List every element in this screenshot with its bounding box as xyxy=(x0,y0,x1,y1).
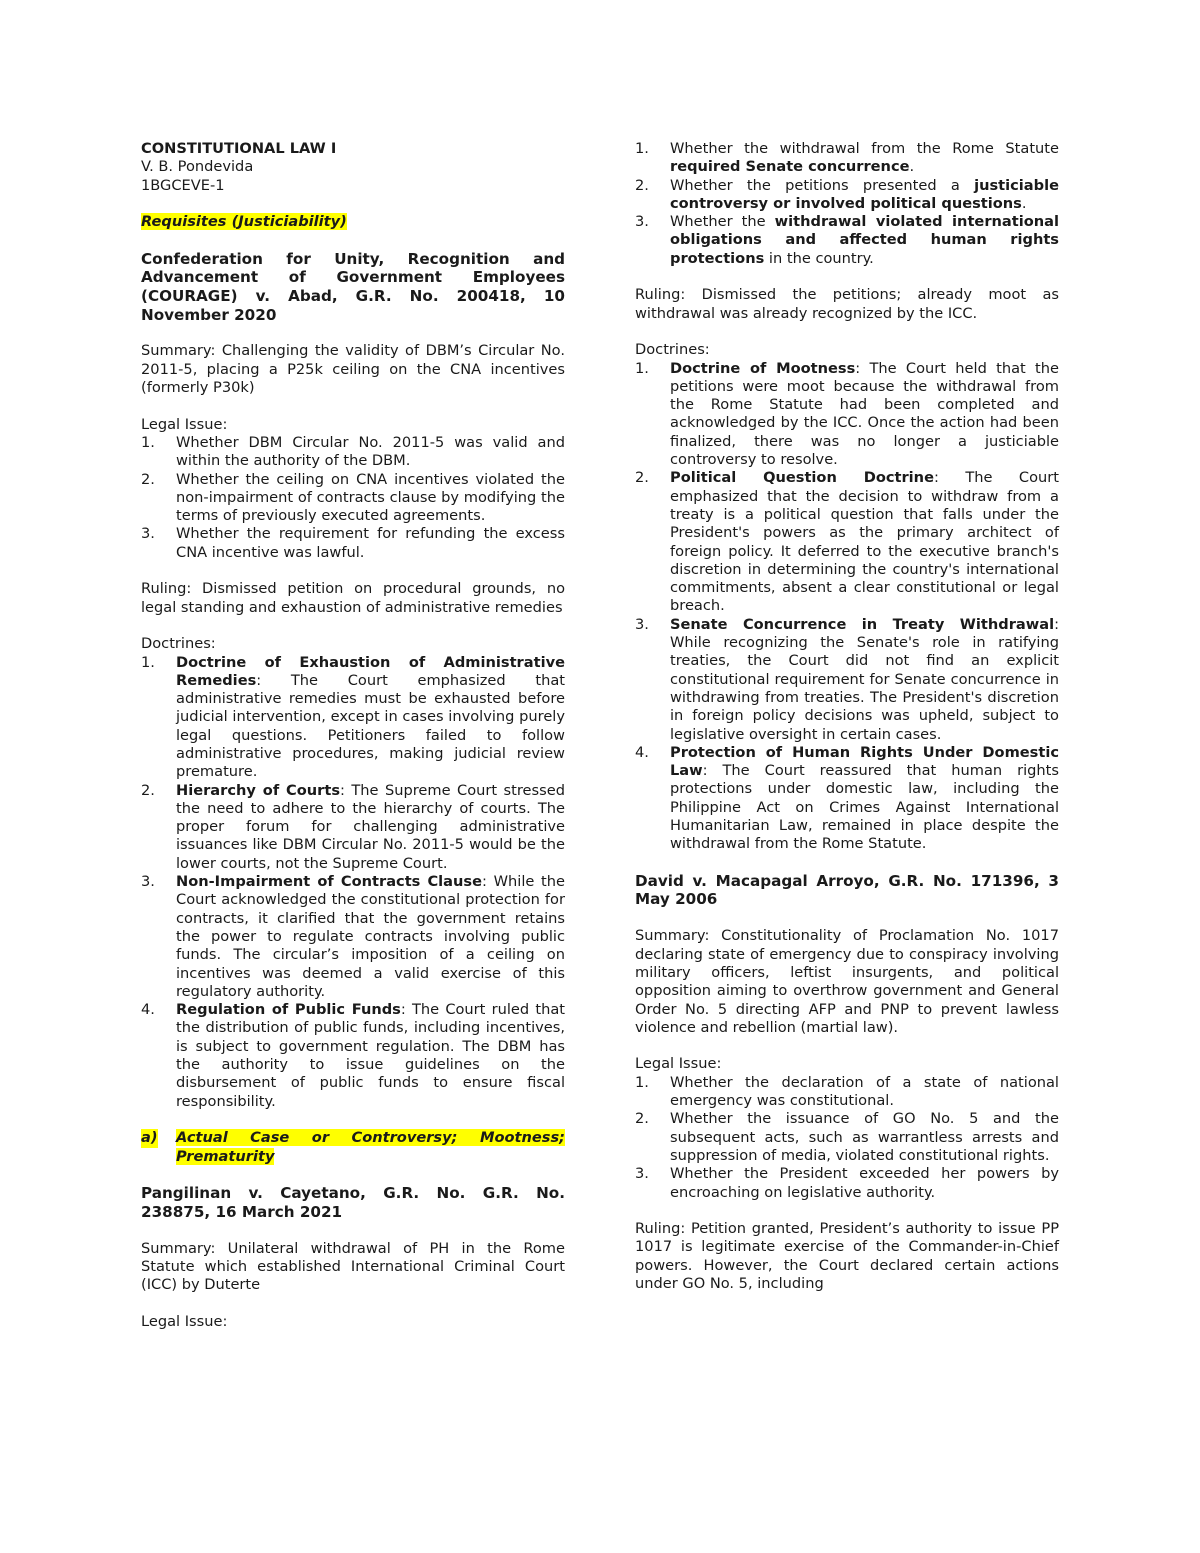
list-item: 2. Hierarchy of Courts: The Supreme Court stressed the need to adhere to the hierarchy of courts. The proper forum for challenging administrative issuances like DBM Circular No. 2011-5 would be the lower courts, not the Supreme Court. xyxy=(141,781,565,872)
doctrines-label: Doctrines: xyxy=(635,341,710,359)
list-item: 4. Regulation of Public Funds: The Court ruled that the distribution of public funds, including incentives, is subject to government regulation. The DBM has the authority to issue guidelines on the disbursement of public funds to ensure fiscal responsibility. xyxy=(141,1001,565,1110)
case-summary: Summary: Challenging the validity of DBM’s Circular No. 2011-5, placing a P25k ceiling on the CNA incentives (formerly P30k) xyxy=(141,342,565,397)
list-item: 2. Whether the petitions presented a justiciable controversy or involved political questions. xyxy=(635,176,1059,212)
list-item: 1. Whether the declaration of a state of national emergency was constitutional. xyxy=(635,1073,1059,1110)
list-item: 1. Doctrine of Mootness: The Court held that the petitions were moot because the withdrawal from the Rome Statute had been completed and acknowledged by the ICC. Once the action had been finalized, there was no longer a justiciable controversy to resolve. xyxy=(635,359,1059,469)
list-item: 2. Whether the issuance of GO No. 5 and the subsequent acts, such as warrantless arrests and suppression of media, violated constitutional rights. xyxy=(635,1110,1059,1164)
list-item: 4. Protection of Human Rights Under Domestic Law: The Court reassured that human rights protections under domestic law, including the Philippine Act on Crimes Against International Humanitarian Law, remained in place despite the withdrawal from the Rome Statute. xyxy=(635,743,1059,853)
doctrine-list xyxy=(635,360,1059,854)
issue-list xyxy=(635,1074,1059,1202)
list-item: 3. Senate Concurrence in Treaty Withdrawal: While recognizing the Senate's role in ratifying treaties, the Court did not find an explicit constitutional requirement for Senate concurrence in withdrawing from treaties. The President's discretion in foreign policy decisions was upheld, subject to legislative oversight in certain cases. xyxy=(635,615,1059,743)
case-title-david: David v. Macapagal Arroyo, G.R. No. 171396, 3 May 2006 xyxy=(635,871,1059,909)
case-summary: Summary: Unilateral withdrawal of PH in the Rome Statute which established International Criminal Court (ICC) by Duterte xyxy=(141,1239,565,1294)
case-ruling: Ruling: Dismissed the petitions; already moot as withdrawal was already recognized by the ICC. xyxy=(635,286,1059,322)
issue-list xyxy=(635,140,1059,268)
case-ruling: Ruling: Petition granted, President’s authority to issue PP 1017 is legitimate exercise of the Commander-in-Chief powers. However, the Court declared certain actions under GO No. 5, including xyxy=(635,1220,1059,1292)
right-column xyxy=(635,140,1059,1293)
case-title-pangilinan: Pangilinan v. Cayetano, G.R. No. G.R. No. 238875, 16 March 2021 xyxy=(141,1184,565,1221)
legal-issue-label: Legal Issue: xyxy=(635,1055,722,1073)
list-item: 3. Whether the withdrawal violated international obligations and affected human rights protections in the country. xyxy=(635,213,1059,267)
list-item: 1. Whether DBM Circular No. 2011-5 was valid and within the authority of the DBM. xyxy=(141,433,565,470)
list-item: 3. Non-Impairment of Contracts Clause: While the Court acknowledged the constitutional protection for contracts, it clarified that the government retains the power to regulate contracts involving public funds. The circular’s imposition of a ceiling on incentives was deemed a valid exercise of this regulatory authority. xyxy=(141,873,565,1000)
subsection-heading: a) Actual Case or Controversy; Mootness; Prematurity xyxy=(141,1129,565,1165)
doctrine-list xyxy=(141,654,565,1111)
list-item: 1. Doctrine of Exhaustion of Administrative Remedies: The Court emphasized that administrative remedies must be exhausted before judicial intervention, except in cases involving purely legal questions. Petitioners failed to follow administrative procedures, making judicial review premature. xyxy=(141,653,565,781)
doctrines-label: Doctrines: xyxy=(141,635,216,653)
case-ruling: Ruling: Dismissed petition on procedural grounds, no legal standing and exhaustion of administrative remedies xyxy=(141,580,565,616)
list-item: 3. Whether the requirement for refunding the excess CNA incentive was lawful. xyxy=(141,525,565,561)
document-title: CONSTITUTIONAL LAW I xyxy=(141,140,337,157)
issue-list xyxy=(141,434,565,562)
author-name: V. B. Pondevida xyxy=(141,158,254,176)
case-title-courage: Confederation for Unity, Recognition and Advancement of Government Employees (COURAGE) v. Abad, G.R. No. 200418, 10 November 2020 xyxy=(141,249,565,324)
requisites-heading: Requisites (Justiciability) xyxy=(141,213,347,231)
case-summary: Summary: Constitutionality of Proclamation No. 1017 declaring state of emergency due to conspiracy involving military officers, leftist insurgents, and political opposition aiming to overthrow government and General Order No. 5 directing AFP and PNP to prevent lawless violence and rebellion (martial law). xyxy=(635,927,1059,1036)
left-column xyxy=(141,140,565,1331)
legal-issue-label: Legal Issue: xyxy=(141,1312,228,1330)
list-item: 2. Whether the ceiling on CNA incentives violated the non-impairment of contracts clause by modifying the terms of previously executed agreements. xyxy=(141,470,565,525)
list-item: 1. Whether the withdrawal from the Rome Statute required Senate concurrence. xyxy=(635,140,1059,176)
list-item: 3. Whether the President exceeded her powers by encroaching on legislative authority. xyxy=(635,1165,1059,1201)
legal-issue-label: Legal Issue: xyxy=(141,415,228,433)
section-code: 1BGCEVE-1 xyxy=(141,176,225,194)
list-item: 2. Political Question Doctrine: The Court emphasized that the decision to withdraw from a treaty is a political question that falls under the President's powers as the primary architect of foreign policy. It deferred to the executive branch's discretion in determining the country's international commitments, absent a clear constitutional or legal breach. xyxy=(635,469,1059,615)
